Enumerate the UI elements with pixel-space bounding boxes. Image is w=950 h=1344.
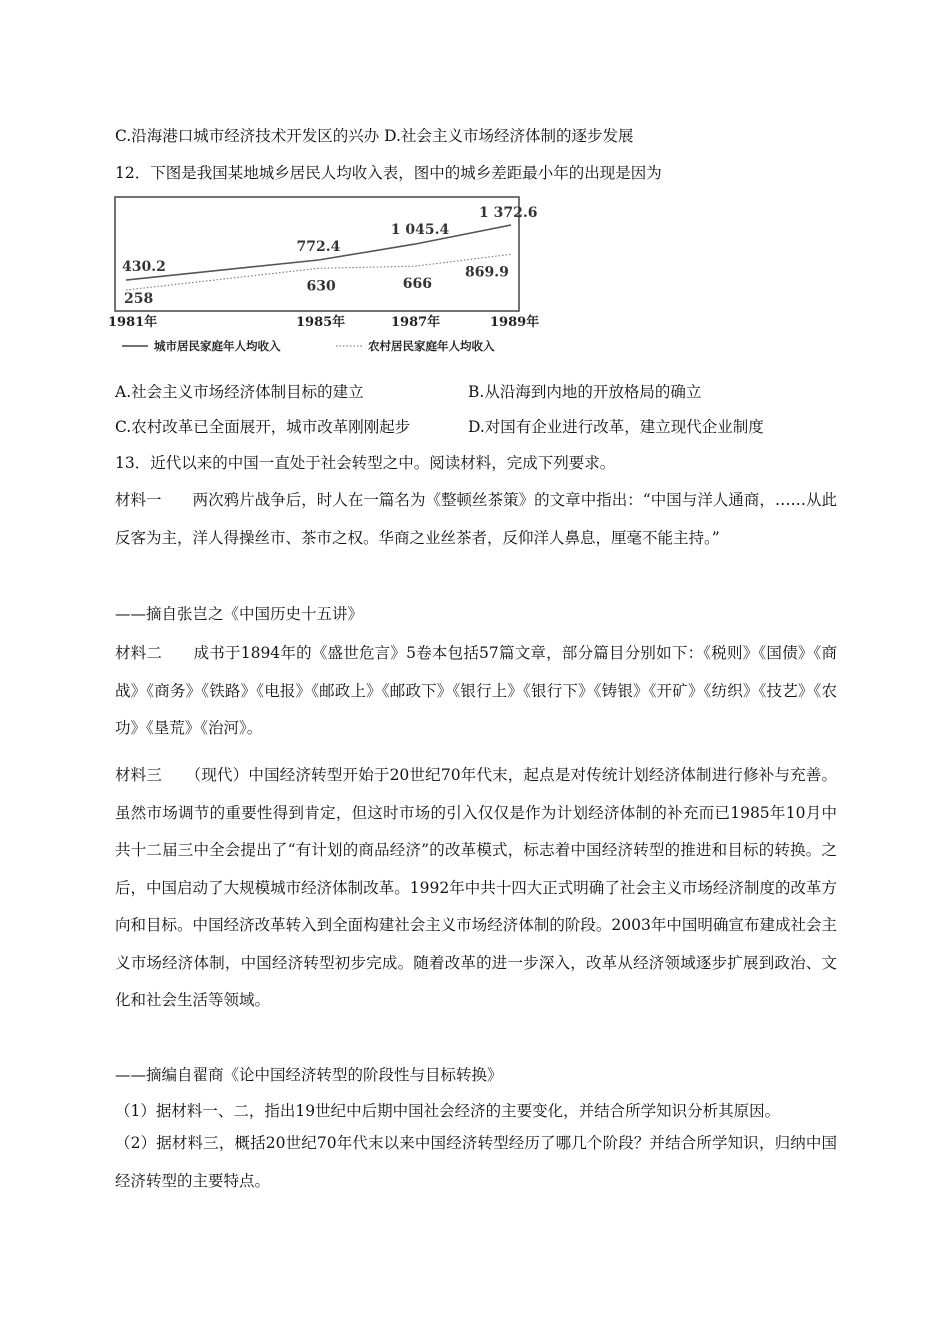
sub-question-1: （1）据材料一、二，指出19世纪中后期中国社会经济的主要变化，并结合所学知识分析其原因。 — [115, 1102, 781, 1120]
sub-question-2: （2）据材料三，概括20世纪70年代末以来中国经济转型经历了哪几个阶段？并结合所学知识，归纳中国经济转型的主要特点。 — [115, 1134, 837, 1190]
option-b: B.从沿海到内地的开放格局的确立 — [468, 383, 702, 401]
data-label: 258 — [124, 291, 154, 307]
material-two: 材料二 成书于1894年的《盛世危言》5卷本包括57篇文章，部分篇目分别如下：《税则》《国债》《商战》《商务》《铁路》《电报》《邮政上》《邮政下》《银行上》《银行下》《铸银》《开矿》《纺织》《技艺》《农功》《垦荒》《治河》。 — [115, 644, 837, 737]
question-11-options-cd: C.沿海港口城市经济技术开发区的兴办 D.社会主义市场经济体制的逐步发展 — [115, 127, 634, 145]
material-three-source: ——摘编自翟商《论中国经济转型的阶段性与目标转换》 — [115, 1066, 503, 1084]
material-one: 材料一 两次鸦片战争后，时人在一篇名为《整顿丝茶策》的文章中指出：“中国与洋人通商，……从此反客为主，洋人得操丝市、茶市之权。华商之业丝茶者，反仰洋人鼻息，厘毫不能主持。” — [115, 491, 837, 547]
option-c: C.农村改革已全面展开，城市改革刚刚起步 — [115, 418, 411, 436]
legend-label-rural: 农村居民家庭年人均收入 — [368, 339, 495, 353]
option-d: D.对国有企业进行改革，建立现代企业制度 — [468, 418, 764, 436]
data-label: 772.4 — [296, 239, 341, 255]
data-label: 666 — [402, 276, 433, 293]
legend-label-urban: 城市居民家庭年人均收入 — [154, 339, 281, 353]
question-13-stem: 13．近代以来的中国一直处于社会转型之中。阅读材料，完成下列要求。 — [115, 454, 616, 472]
data-label: 1 372.6 — [479, 205, 538, 221]
data-label: 430.2 — [122, 259, 166, 275]
x-tick-label: 1981年 — [108, 315, 158, 330]
question-12-stem: 12．下图是我国某地城乡居民人均收入表，图中的城乡差距最小年的出现是因为 — [115, 164, 662, 182]
x-tick-label: 1989年 — [490, 315, 540, 330]
x-tick-label: 1987年 — [391, 315, 441, 330]
data-label: 1 045.4 — [390, 222, 450, 239]
data-label: 869.9 — [465, 264, 509, 281]
data-label: 630 — [306, 278, 336, 295]
option-a: A.社会主义市场经济体制目标的建立 — [115, 383, 364, 401]
x-tick-label: 1985年 — [296, 315, 346, 330]
material-three: 材料三 （现代）中国经济转型开始于20世纪70年代末，起点是对传统计划经济体制进行修补与充善。虽然市场调节的重要性得到肯定，但这时市场的引入仅仅是作为计划经济体制的补充而已1985年10月中共十二届三中全会提出了“有计划的商品经济”的改革模式，标志着中国经济转型的推进和目标的转换。之后，中国启动了大规模城市经济体制改革。1992年中共十四大正式明确了社会主义市场经济制度的改革方向和目标。中国经济改革转入到全面构建社会主义市场经济体制的阶段。2003年中国明确宣布建成社会主义市场经济体制，中国经济转型初步完成。随着改革的进一步深入，改革从经济领域逐步扩展到政治、文化和社会生活等领域。 — [115, 766, 837, 1009]
income-line-chart — [108, 195, 548, 355]
material-one-source: ——摘自张岂之《中国历史十五讲》 — [115, 605, 364, 623]
